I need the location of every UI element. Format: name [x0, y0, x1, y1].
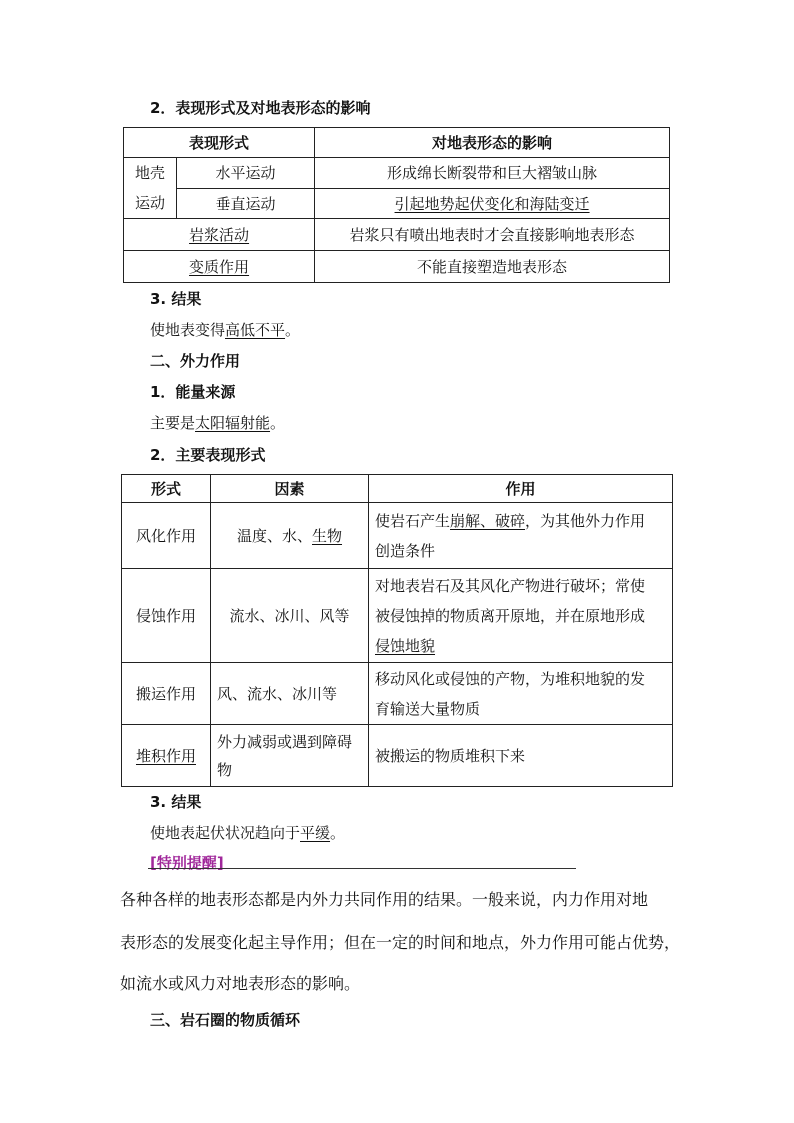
table-cell: 使岩石产生崩解、破碎，为其他外力作用 创造条件 [369, 503, 673, 569]
result-text: 使地表变得高低不平。 [150, 321, 301, 339]
section-heading-forms: 2．表现形式及对地表形态的影响 [150, 99, 371, 117]
table-cell: 堆积作用 [122, 725, 211, 787]
part-heading-external: 二、外力作用 [150, 352, 241, 370]
energy-heading: 1．能量来源 [150, 383, 236, 401]
table-header: 对地表形态的影响 [315, 128, 670, 158]
table-cell: 水平运动 [177, 158, 315, 189]
table-cell: 风化作用 [122, 503, 211, 569]
table-cell: 岩浆只有喷出地表时才会直接影响地表形态 [315, 219, 670, 251]
table-cell: 岩浆活动 [124, 219, 315, 251]
table-cell: 移动风化或侵蚀的产物，为堆积地貌的发 育输送大量物质 [369, 663, 673, 725]
note-line: 如流水或风力对地表形态的影响。 [120, 974, 361, 993]
divider [148, 868, 576, 869]
part-heading-rock-cycle: 三、岩石圈的物质循环 [150, 1011, 301, 1029]
table-cell: 对地表岩石及其风化产物进行破坏；常使 被侵蚀掉的物质离开原地，并在原地形成 侵蚀地貌 [369, 569, 673, 663]
table-cell: 侵蚀作用 [122, 569, 211, 663]
internal-forces-table [123, 127, 670, 283]
table-cell: 不能直接塑造地表形态 [315, 251, 670, 283]
energy-text: 主要是太阳辐射能。 [150, 414, 286, 432]
table-cell: 形成绵长断裂带和巨大褶皱山脉 [315, 158, 670, 189]
table-cell: 垂直运动 [177, 188, 315, 219]
table-cell: 引起地势起伏变化和海陆变迁 [315, 188, 670, 219]
table-cell: 变质作用 [124, 251, 315, 283]
note-line: 表形态的发展变化起主导作用；但在一定的时间和地点，外力作用可能占优势， [120, 933, 681, 952]
table-header: 作用 [369, 475, 673, 503]
result2-heading: 3. 结果 [150, 793, 202, 811]
table-cell: 风、流水、冰川等 [211, 663, 369, 725]
table-header: 因素 [211, 475, 369, 503]
note-line: 各种各样的地表形态都是内外力共同作用的结果。一般来说，内力作用对地 [120, 890, 649, 909]
table-cell: 流水、冰川、风等 [211, 569, 369, 663]
special-note-label: [特别提醒] [150, 854, 224, 872]
table-cell: 搬运作用 [122, 663, 211, 725]
crust-movement-label: 地壳 运动 [124, 158, 177, 219]
table-header: 形式 [122, 475, 211, 503]
result-heading: 3. 结果 [150, 290, 202, 308]
table-cell: 外力减弱或遇到障碍物 [211, 725, 369, 787]
external-forces-table [121, 474, 673, 787]
table-header: 表现形式 [124, 128, 315, 158]
main-forms-heading: 2．主要表现形式 [150, 446, 266, 464]
result2-text: 使地表起伏状况趋向于平缓。 [150, 824, 346, 842]
table-cell: 温度、水、生物 [211, 503, 369, 569]
table-cell: 被搬运的物质堆积下来 [369, 725, 673, 787]
